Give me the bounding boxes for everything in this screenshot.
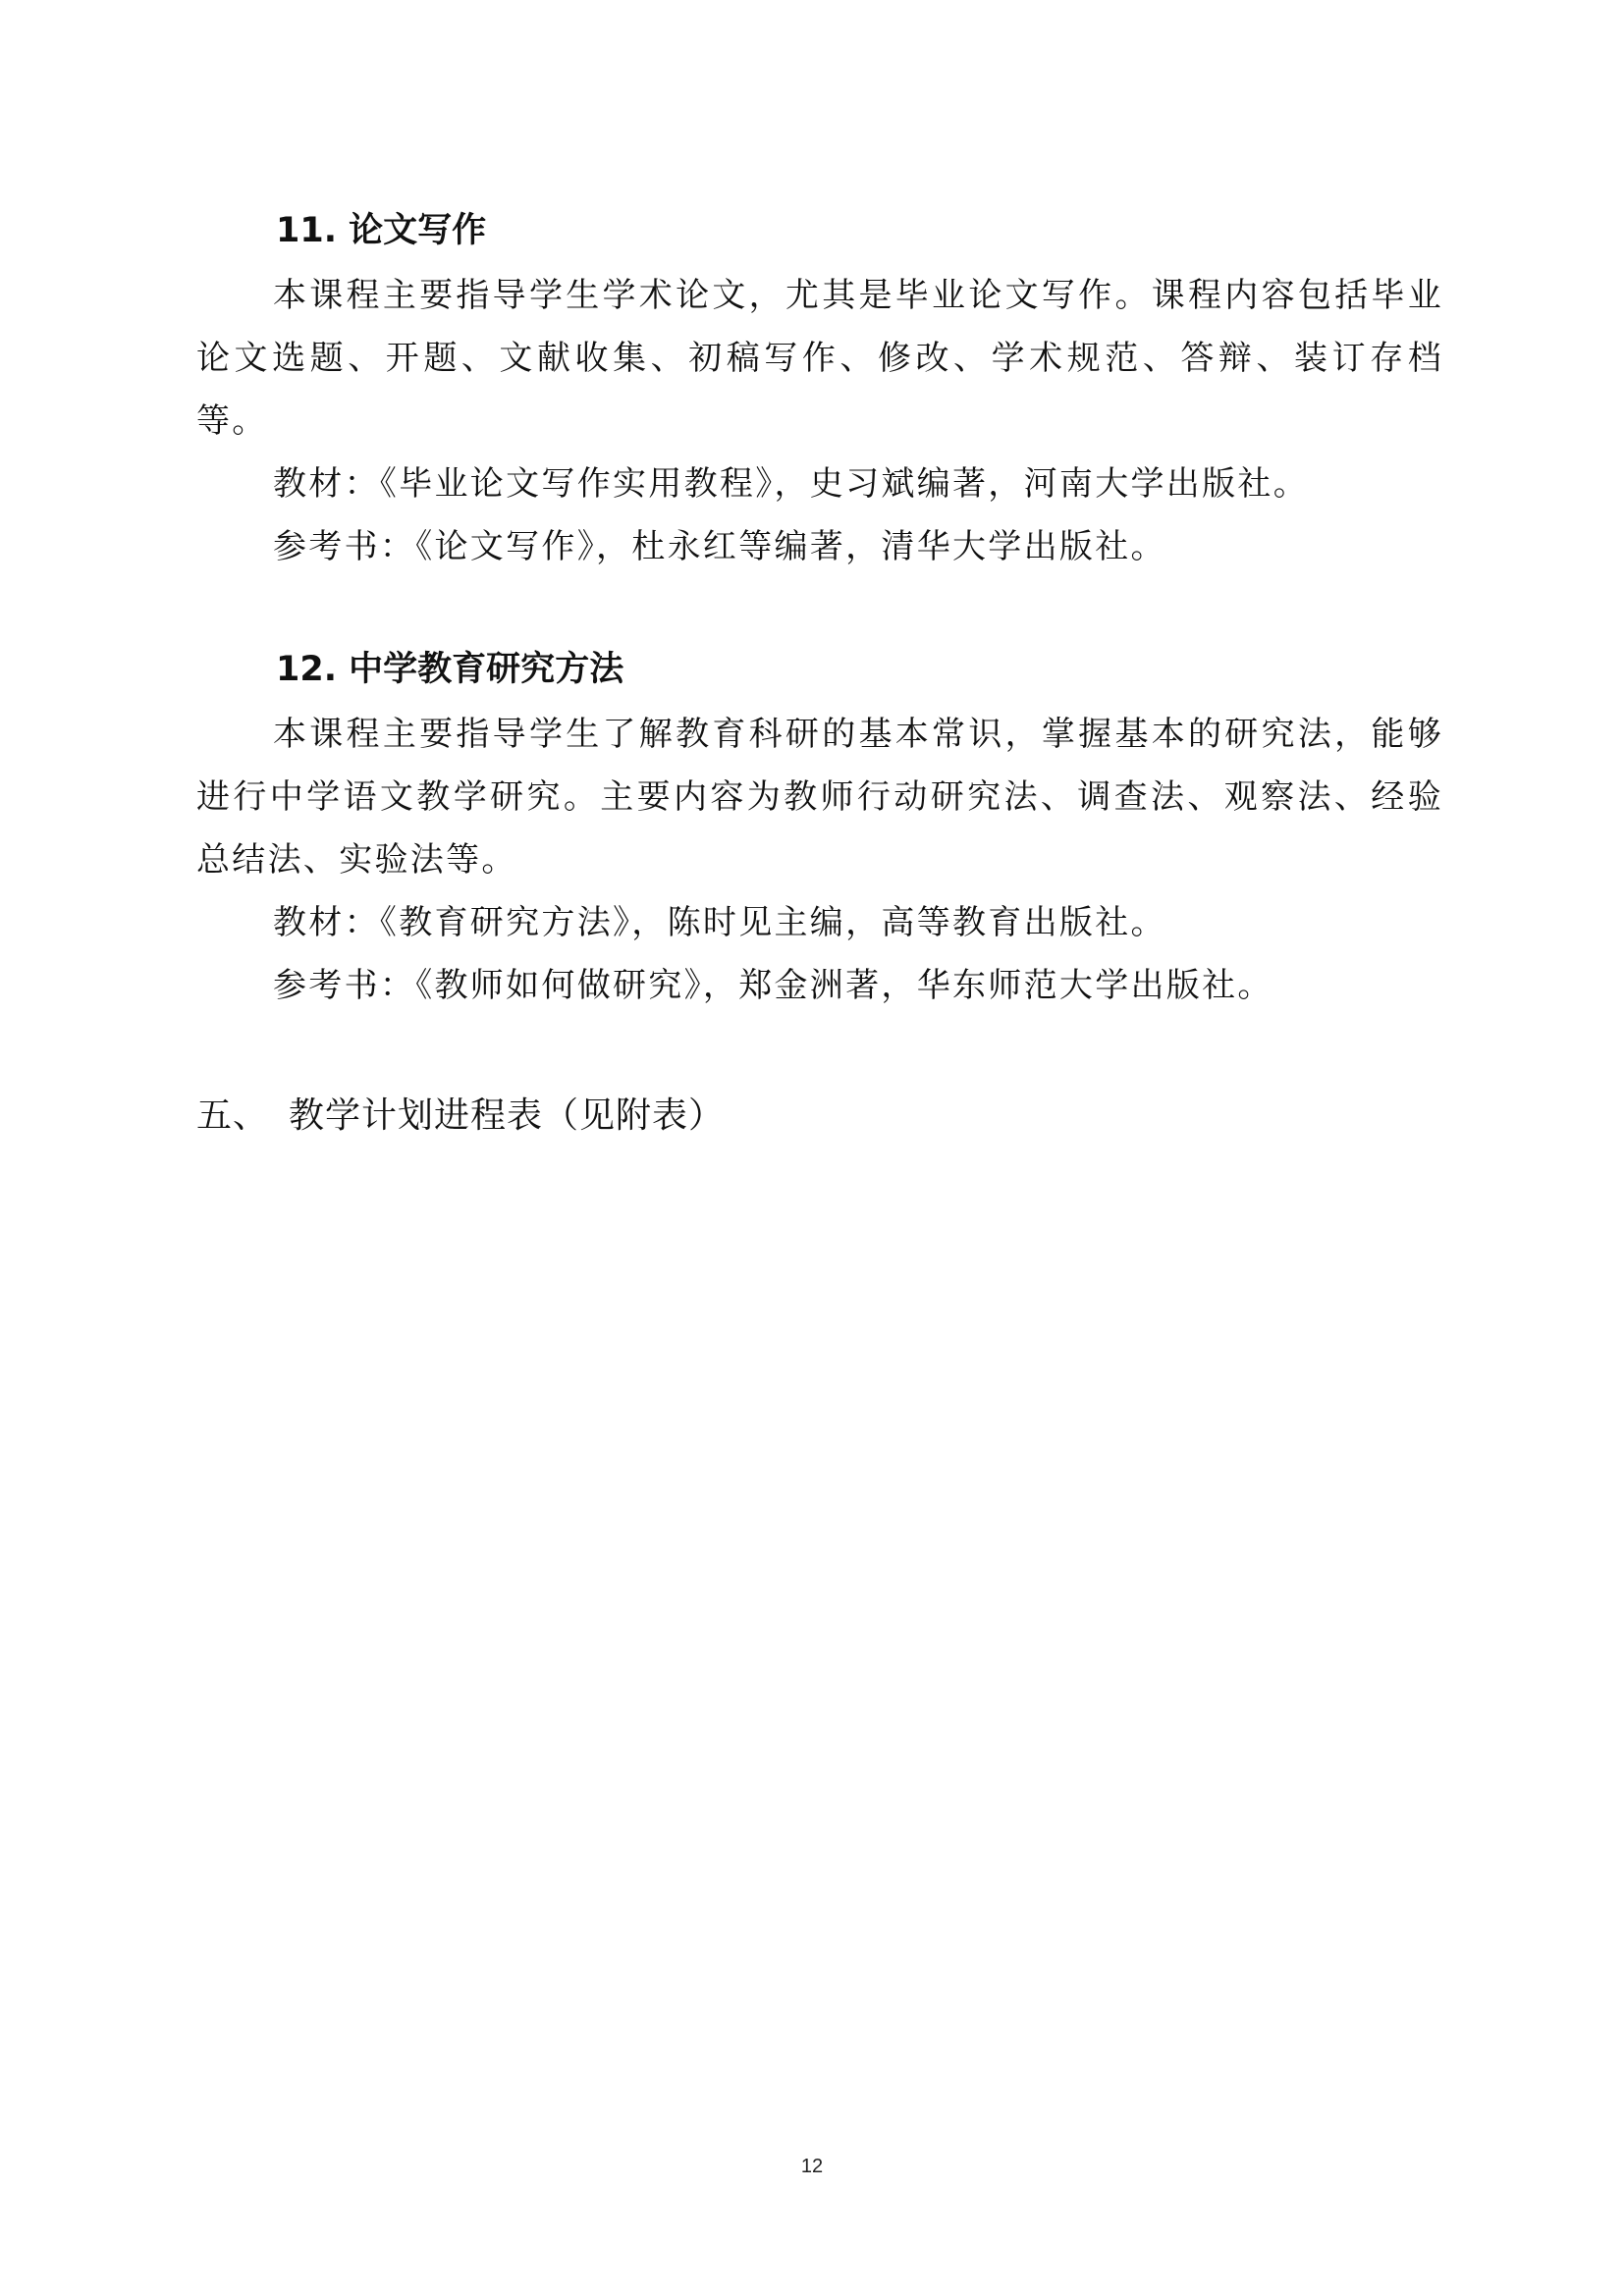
textbook-line: 教材：《教育研究方法》，陈时见主编，高等教育出版社。	[273, 903, 1166, 942]
chapter-heading	[196, 1095, 725, 1138]
page-number: 12	[800, 2156, 824, 2177]
course-heading: 11. 论文写作	[276, 211, 487, 250]
course-heading: 12. 中学教育研究方法	[276, 650, 624, 689]
reference-book-line: 参考书：《教师如何做研究》，郑金洲著，华东师范大学出版社。	[273, 966, 1273, 1005]
course-description: 本课程主要指导学生学术论文，尤其是毕业论文写作。课程内容包括毕业论文选题、开题、文献收集、初稿写作、修改、学术规范、答辩、装订存档等。	[196, 276, 1443, 441]
chapter-title: 教学计划进程表（见附表）	[289, 1095, 726, 1136]
reference-book-line: 参考书：《论文写作》，杜永红等编著，清华大学出版社。	[273, 527, 1166, 566]
chapter-number: 五、	[196, 1095, 270, 1136]
textbook-line: 教材：《毕业论文写作实用教程》，史习斌编著，河南大学出版社。	[273, 464, 1309, 504]
course-section-thesis-writing	[196, 211, 1443, 578]
course-section-research-methods	[196, 650, 1443, 1017]
course-description: 本课程主要指导学生了解教育科研的基本常识，掌握基本的研究法，能够进行中学语文教学研究。主要内容为教师行动研究法、调查法、观察法、经验总结法、实验法等。	[196, 715, 1443, 880]
